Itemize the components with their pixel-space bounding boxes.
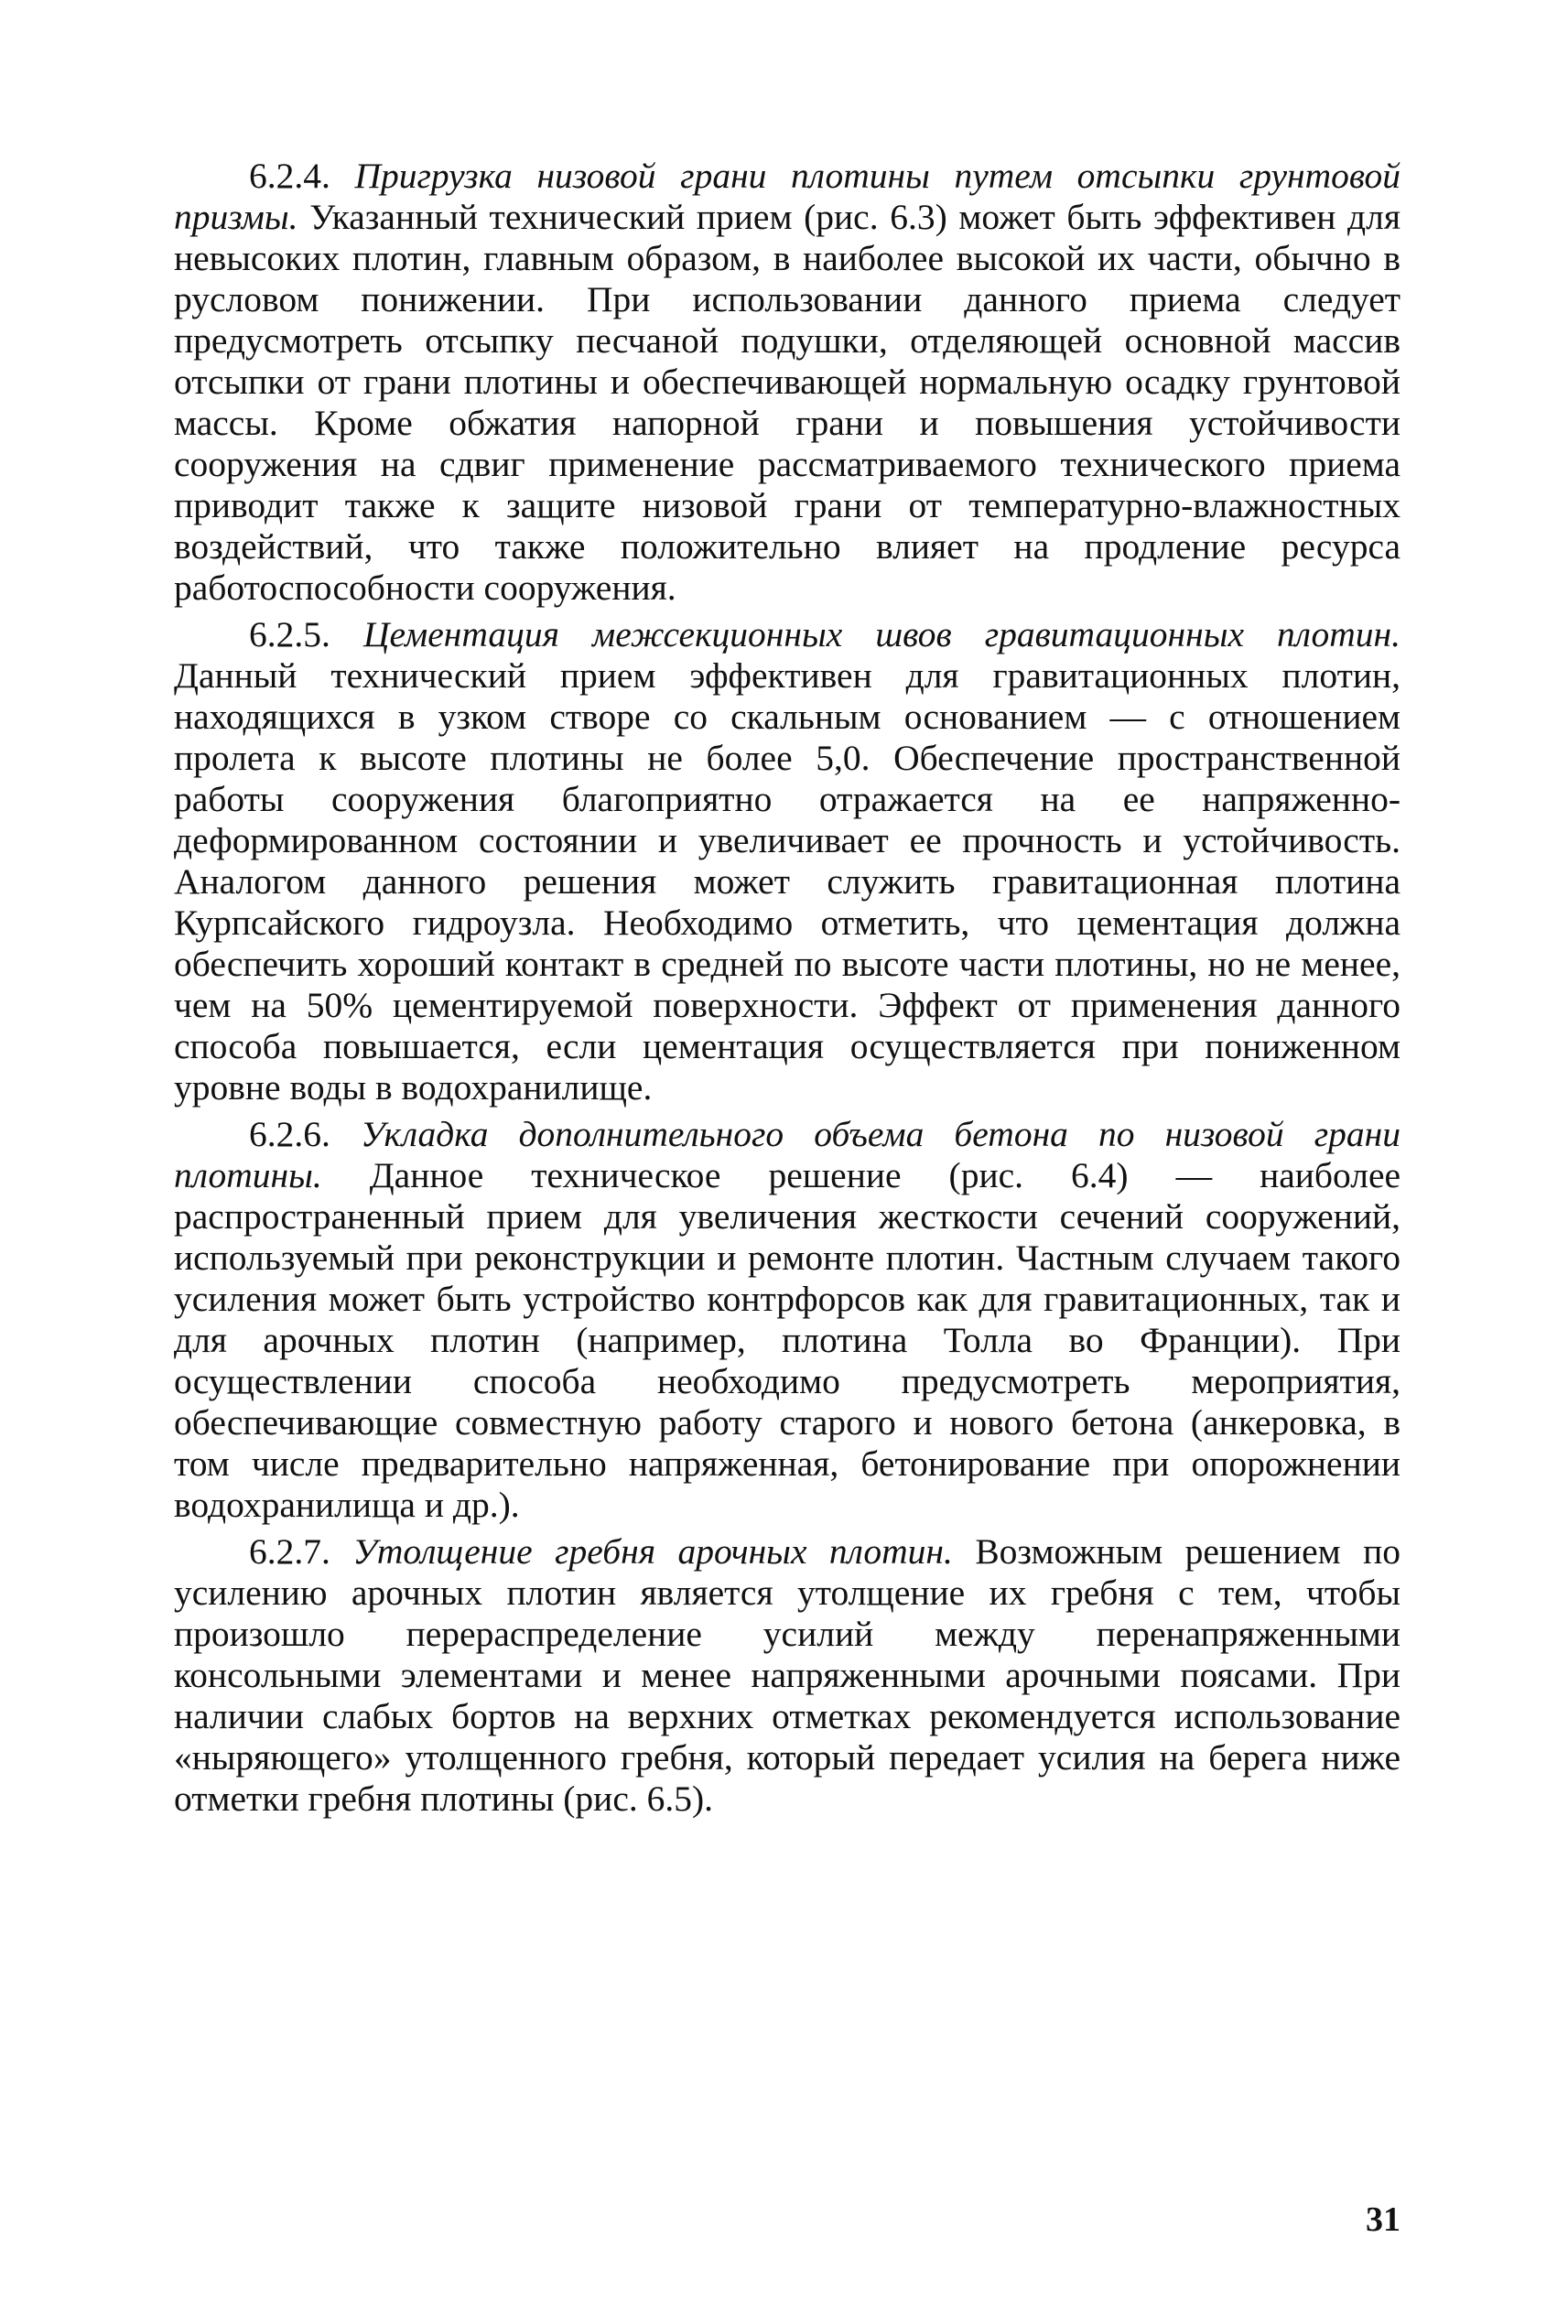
section-heading: Пригрузка низовой грани плотины путем отсыпки грунтовой призмы.: [174, 156, 1401, 237]
section-body: Указанный технический прием (рис. 6.3) может быть эффективен для невысоких плотин, главным образом, в наиболее высокой их части, обычно в русловом понижении. При использовании данного приема следует предусмотреть отсыпку песчаной подушки, отделяющей основной массив отсыпки от грани плотины и обеспечивающей нормальную осадку грунтовой массы. Кроме обжатия напорной грани и повышения устойчивости сооружения на сдвиг применение рассматриваемого технического приема приводит также к защите низовой грани от температурно-влажностных воздействий, что также положительно влияет на продление ресурса работоспособности сооружения.: [174, 197, 1401, 608]
section-number: 6.2.4.: [249, 156, 330, 196]
section-heading: Цементация межсекционных швов гравитационных плотин.: [362, 614, 1401, 654]
section-heading: Укладка дополнительного объема бетона по низовой грани плотины.: [174, 1114, 1401, 1195]
page-number: 31: [1366, 2200, 1400, 2239]
section-body: Данное техническое решение (рис. 6.4) — наиболее распространенный прием для увеличения жесткости сечений сооружений, используемый при реконструкции и ремонте плотин. Частным случаем такого усиления может быть устройство контрфорсов как для гравитационных, так и для арочных плотин (например, плотина Толла во Франции). При осуществлении способа необходимо предусмотреть мероприятия, обеспечивающие совместную работу старого и нового бетона (анкеровка, в том числе предварительно напряженная, бетонирование при опорожнении водохранилища и др.).: [174, 1155, 1401, 1525]
section-number: 6.2.7.: [249, 1531, 330, 1572]
section-6-2-4: [174, 156, 1400, 609]
section-6-2-5: [174, 614, 1400, 1108]
section-6-2-7: [174, 1531, 1400, 1820]
document-page: [174, 156, 1400, 2288]
section-heading: Утолщение гребня арочных плотин.: [352, 1531, 953, 1572]
section-6-2-6: [174, 1114, 1400, 1526]
section-number: 6.2.5.: [249, 614, 330, 654]
section-number: 6.2.6.: [249, 1114, 330, 1154]
section-body: Данный технический прием эффективен для гравитационных плотин, находящихся в узком створе со скальным основанием — с отношением пролета к высоте плотины не более 5,0. Обеспечение пространственной работы сооружения благоприятно отражается на ее напряженно-деформированном состоянии и увеличивает ее прочность и устойчивость. Аналогом данного решения может служить гравитационная плотина Курпсайского гидроузла. Необходимо отметить, что цементация должна обеспечить хороший контакт в средней по высоте части плотины, но не менее, чем на 50% цементируемой поверхности. Эффект от применения данного способа повышается, если цементация осуществляется при пониженном уровне воды в водохранилище.: [174, 655, 1400, 1108]
section-body: Возможным решением по усилению арочных плотин является утолщение их гребня с тем, чтобы произошло перераспределение усилий между перенапряженными консольными элементами и менее напряженными арочными поясами. При наличии слабых бортов на верхних отметках рекомендуется использование «ныряющего» утолщенного гребня, который передает усилия на берега ниже отметки гребня плотины (рис. 6.5).: [174, 1531, 1401, 1819]
